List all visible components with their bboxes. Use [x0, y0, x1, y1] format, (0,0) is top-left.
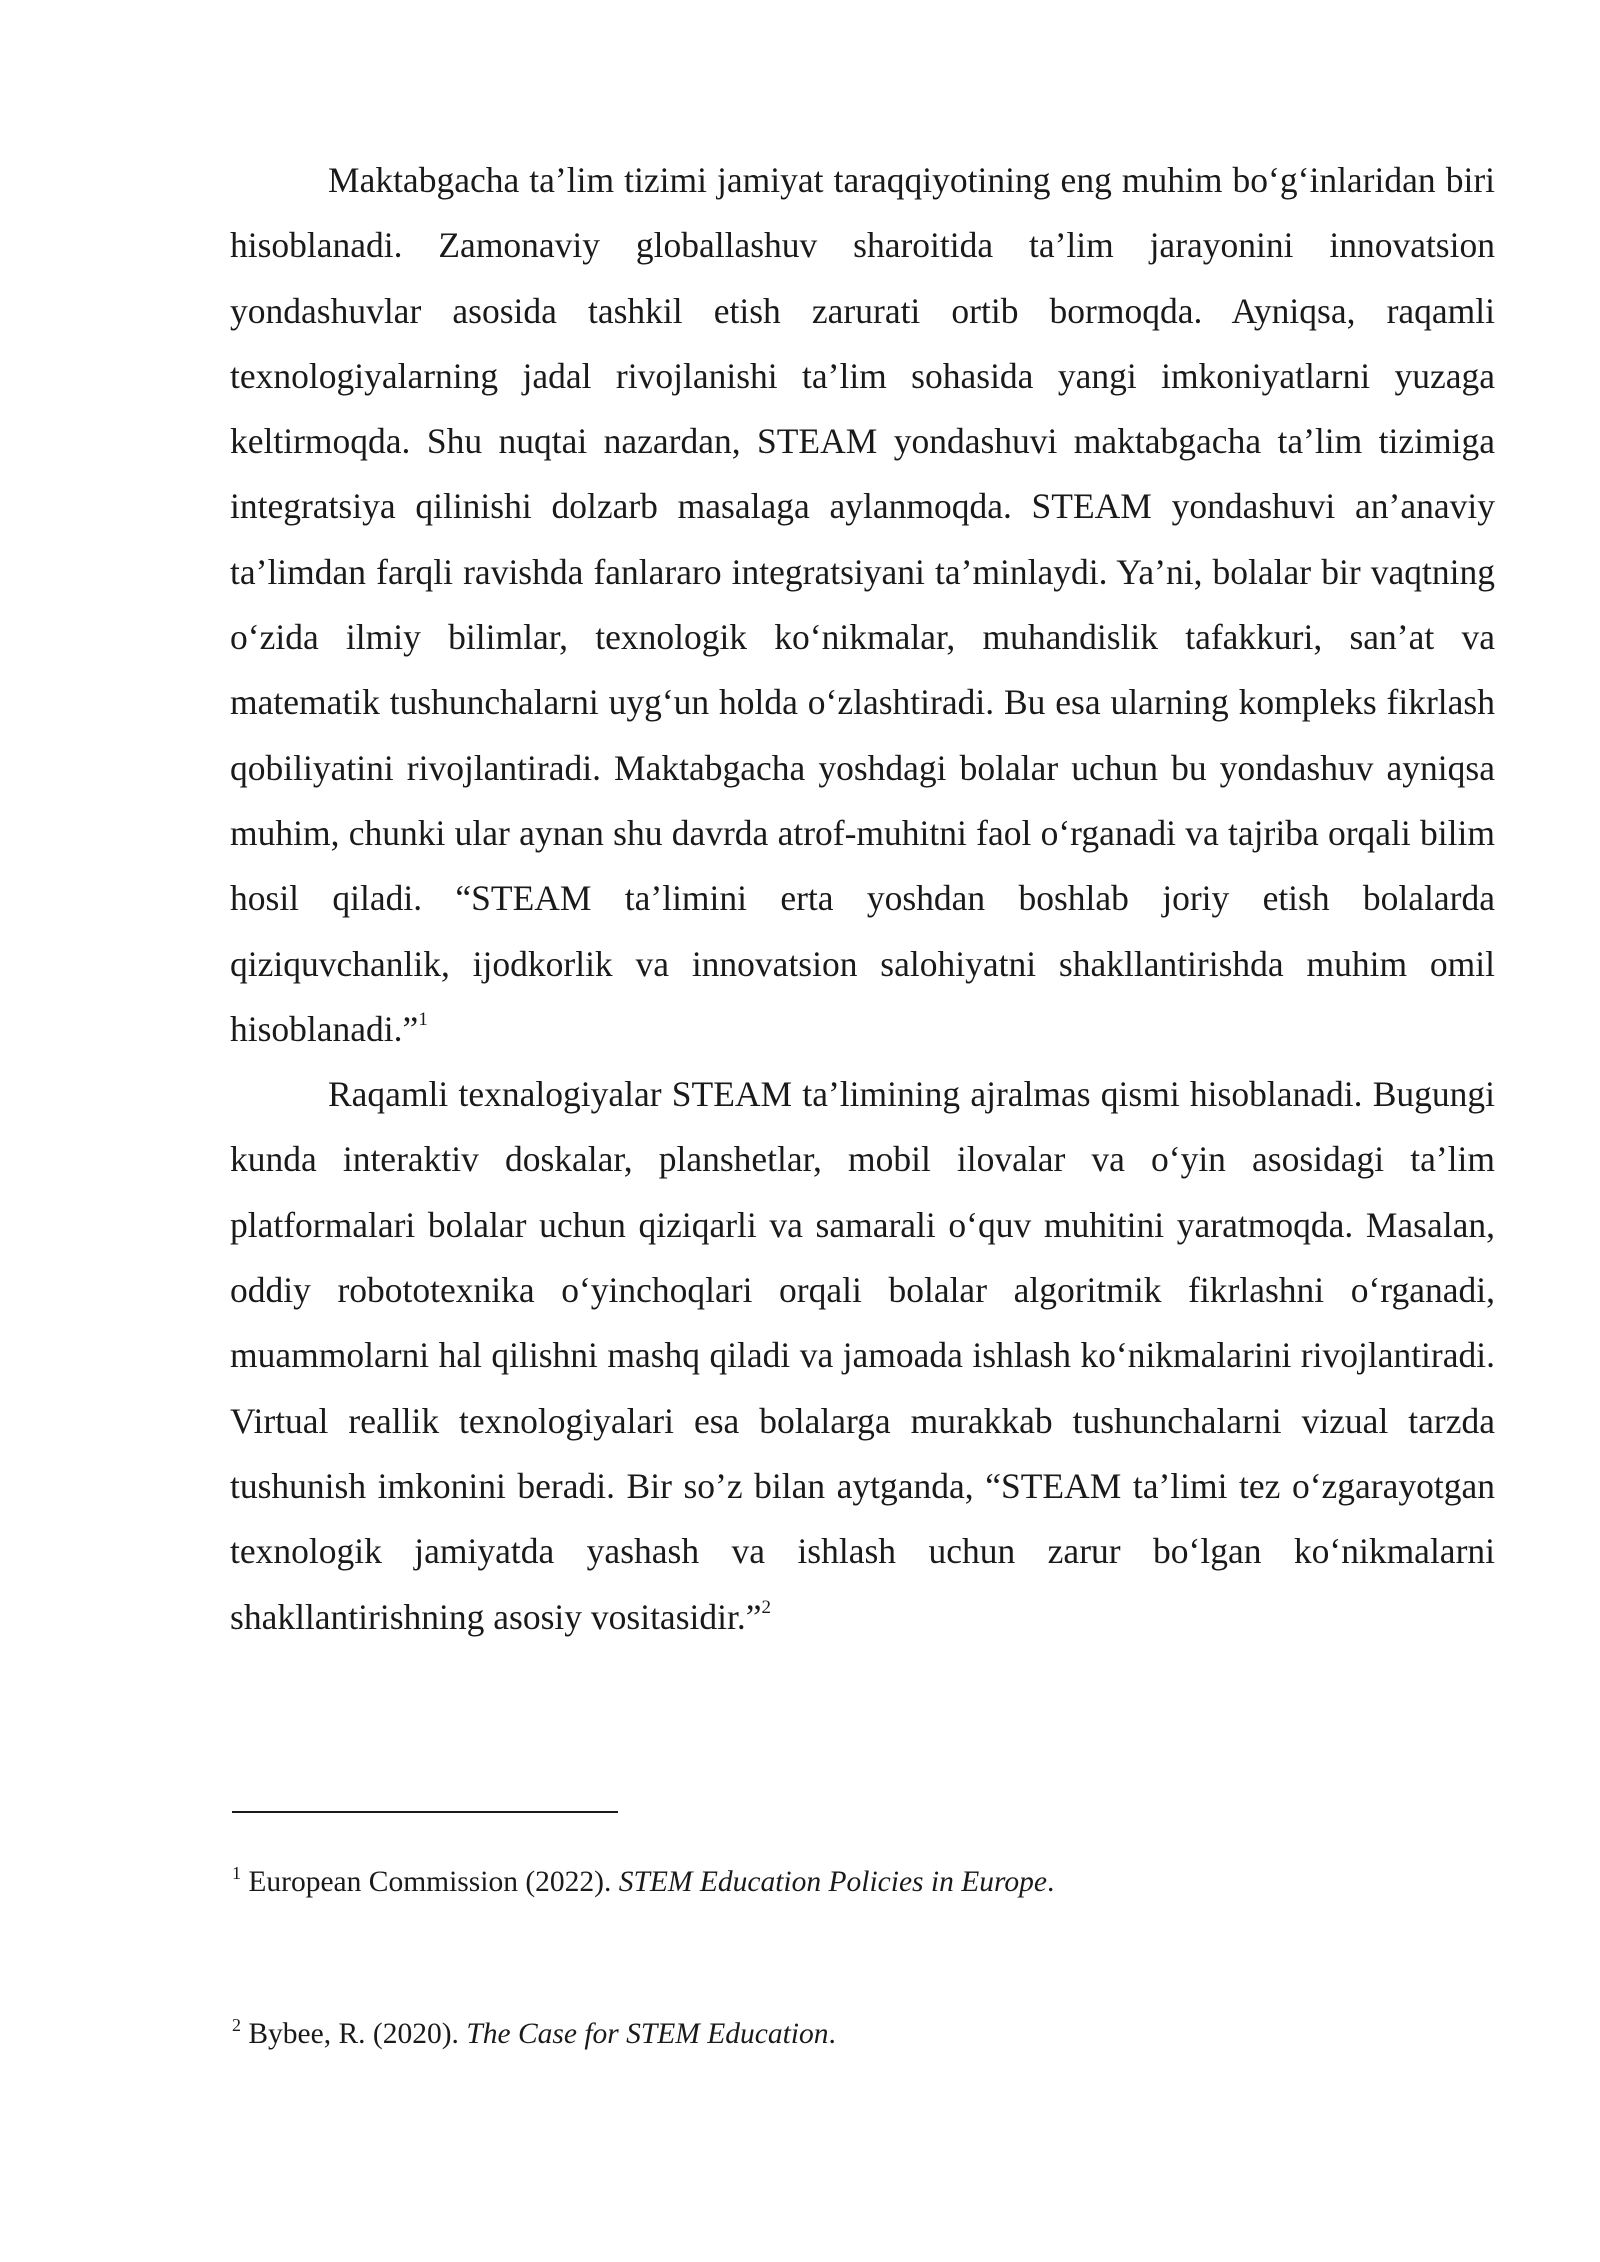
footnote-2-title: The Case for STEM Education: [466, 2018, 829, 2050]
paragraph-1-text: Maktabgacha ta’lim tizimi jamiyat taraqqiyotining eng muhim bo‘g‘inlaridan biri hisoblanadi. Zamonaviy globallashuv sharoitida ta’lim jarayonini innovatsion yondashuvlar asosida tashkil etish zarurati ortib bormoqda. Ayniqsa, raqamli texnologiyalarning jadal rivojlanishi ta’lim sohasida yangi imkoniyatlarni yuzaga keltirmoqda. Shu nuqtai nazardan, STEAM yondashuvi maktabgacha ta’lim tizimiga integratsiya qilinishi dolzarb masalaga aylanmoqda. STEAM yondashuvi an’anaviy ta’limdan farqli ravishda fanlararo integratsiyani ta’minlaydi. Ya’ni, bolalar bir vaqtning o‘zida ilmiy bilimlar, texnologik ko‘nikmalar, muhandislik tafakkuri, san’at va matematik tushunchalarni uyg‘un holda o‘zlashtiradi. Bu esa ularning kompleks fikrlash qobiliyatini rivojlantiradi. Maktabgacha yoshdagi bolalar uchun bu yondashuv ayniqsa muhim, chunki ular aynan shu davrda atrof-muhitni faol o‘rganadi va tajriba orqali bilim hosil qiladi. “STEAM ta’limini erta yoshdan boshlab joriy etish bolalarda qiziquvchanlik, ijodkorlik va innovatsion salohiyatni shakllantirishda muhim omil hisoblanadi.”: [230, 160, 1495, 1049]
footnote-1-suffix: .: [1046, 1866, 1055, 1898]
footnote-1-title: STEM Education Policies in Europe: [618, 1866, 1047, 1898]
footnote-2-prefix: Bybee, R. (2020).: [248, 2018, 467, 2050]
body-text: [230, 148, 1495, 1650]
footnote-reference-1: 1: [418, 1008, 428, 1030]
paragraph-2: [230, 1062, 1495, 1650]
footnote-1-number: 1: [232, 1863, 241, 1883]
footnote-2-number: 2: [232, 2015, 241, 2035]
footnote-separator: [232, 1811, 618, 1813]
paragraph-2-text: Raqamli texnalogiyalar STEAM ta’limining ajralmas qismi hisoblanadi. Bugungi kunda interaktiv doskalar, planshetlar, mobil ilovalar va o‘yin asosidagi ta’lim platformalari bolalar uchun qiziqarli va samarali o‘quv muhitini yaratmoqda. Masalan, oddiy robototexnika o‘yinchoqlari orqali bolalar algoritmik fikrlashni o‘rganadi, muammolarni hal qilishni mashq qiladi va jamoada ishlash ko‘nikmalarini rivojlantiradi. Virtual reallik texnologiyalari esa bolalarga murakkab tushunchalarni vizual tarzda tushunish imkonini beradi. Bir so’z bilan aytganda, “STEAM ta’limi tez o‘zgarayotgan texnologik jamiyatda yashash va ishlash uchun zarur bo‘lgan ko‘nikmalarni shakllantirishning asosiy vositasidir.”: [230, 1074, 1495, 1637]
footnote-2-suffix: .: [828, 2018, 836, 2050]
footnote-reference-2: 2: [761, 1596, 771, 1618]
footnote-2: [232, 2014, 1497, 2054]
footnote-1: [232, 1862, 1497, 1902]
paragraph-1: [230, 148, 1495, 1062]
footnote-1-prefix: European Commission (2022).: [248, 1866, 619, 1898]
